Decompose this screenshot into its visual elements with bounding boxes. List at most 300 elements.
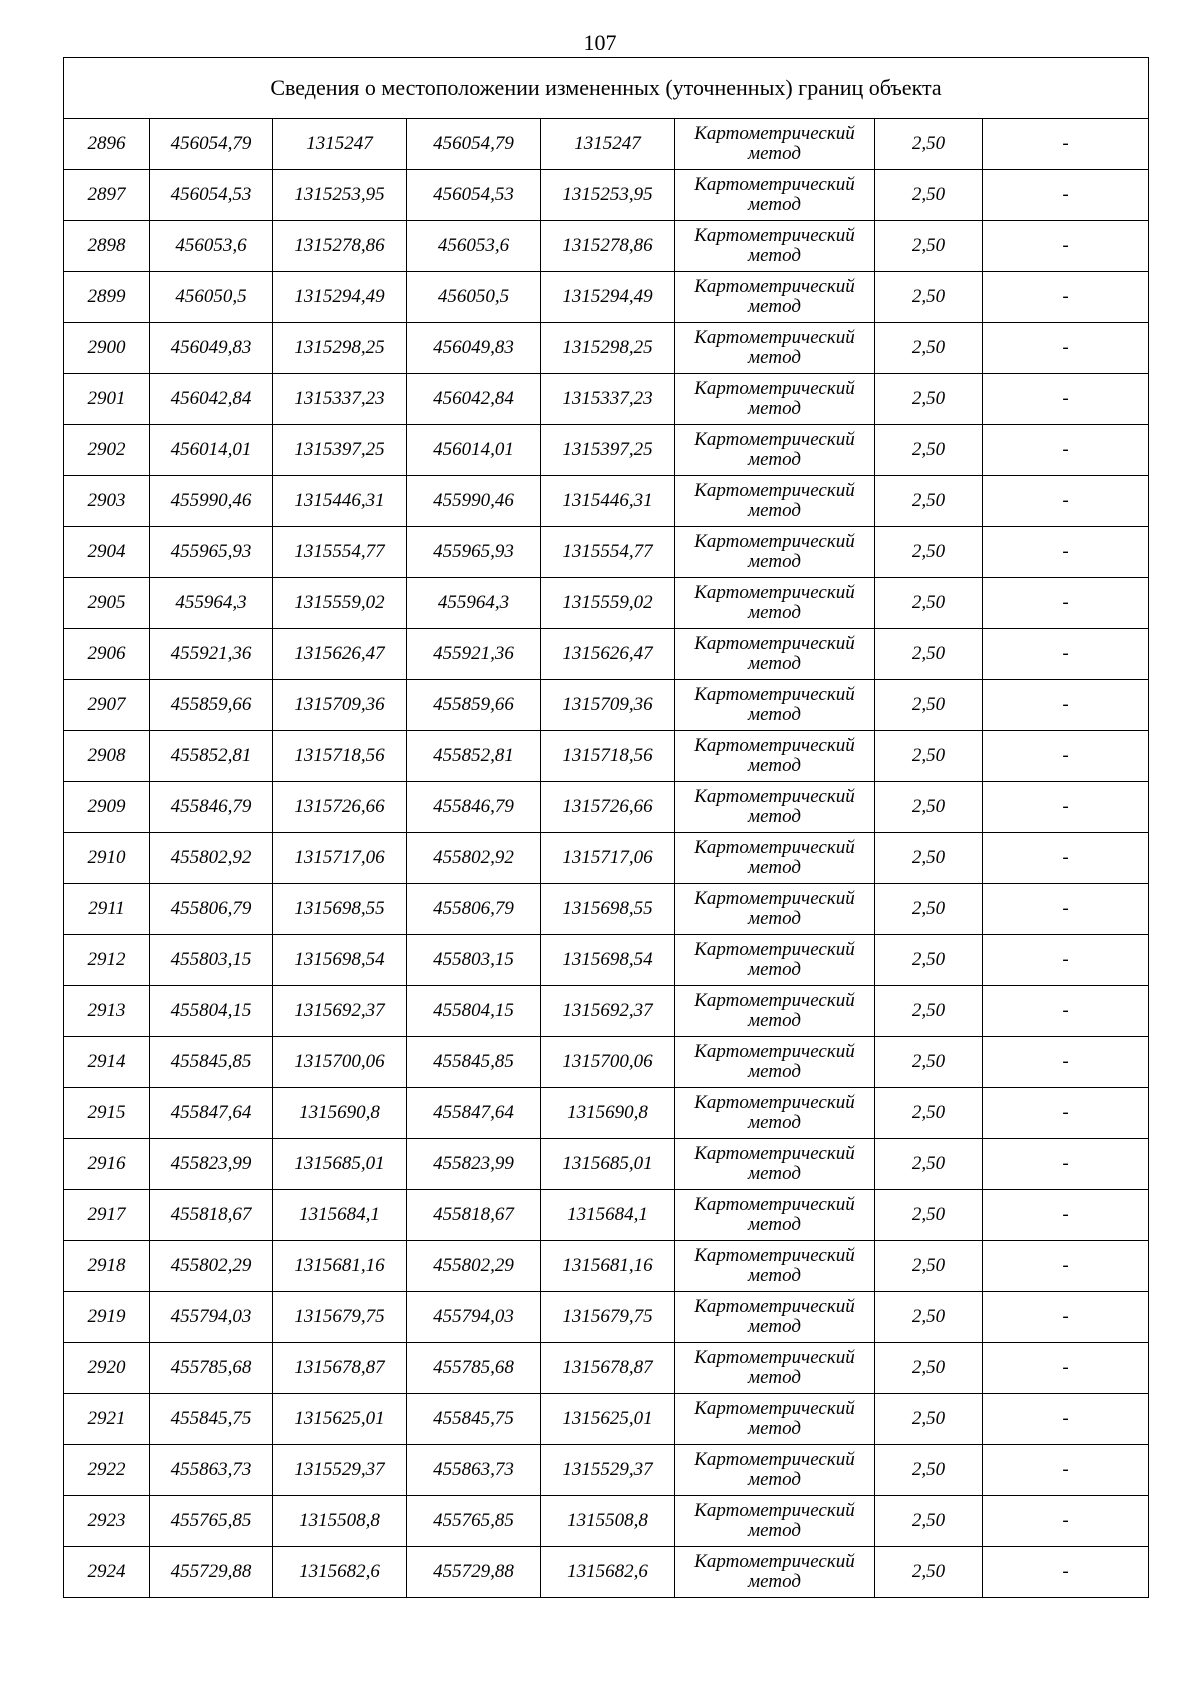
refined-y-cell: 1315682,6: [541, 1547, 675, 1598]
method-text-line2: метод: [748, 1265, 801, 1286]
method-text-line2: метод: [748, 1010, 801, 1031]
accuracy-cell: 2,50: [875, 1037, 983, 1088]
accuracy-cell: 2,50: [875, 833, 983, 884]
method-text-line1: Картометрический: [694, 225, 855, 247]
point-number-cell: 2920: [64, 1343, 150, 1394]
accuracy-cell: 2,50: [875, 272, 983, 323]
accuracy-cell: 2,50: [875, 476, 983, 527]
existing-x-cell: 456042,84: [150, 374, 273, 425]
existing-x-cell: 456053,6: [150, 221, 273, 272]
refined-y-cell: 1315685,01: [541, 1139, 675, 1190]
method-text-line1: Картометрический: [694, 123, 855, 145]
existing-x-cell: 455990,46: [150, 476, 273, 527]
refined-y-cell: 1315698,54: [541, 935, 675, 986]
existing-x-cell: 456054,53: [150, 170, 273, 221]
method-text-line2: метод: [748, 1571, 801, 1592]
existing-y-cell: 1315508,8: [273, 1496, 407, 1547]
existing-x-cell: 455802,29: [150, 1241, 273, 1292]
point-number-cell: 2903: [64, 476, 150, 527]
method-cell: [675, 1445, 875, 1496]
point-number-cell: 2919: [64, 1292, 150, 1343]
table-row: [64, 425, 1149, 476]
accuracy-cell: 2,50: [875, 1496, 983, 1547]
accuracy-cell: 2,50: [875, 221, 983, 272]
method-text-line1: Картометрический: [694, 888, 855, 910]
refined-y-cell: 1315700,06: [541, 1037, 675, 1088]
refined-x-cell: 455845,75: [407, 1394, 541, 1445]
refined-y-cell: 1315337,23: [541, 374, 675, 425]
method-text-line1: Картометрический: [694, 276, 855, 298]
method-text-line2: метод: [748, 959, 801, 980]
method-text-line2: метод: [748, 551, 801, 572]
existing-x-cell: 455852,81: [150, 731, 273, 782]
method-text-line1: Картометрический: [694, 378, 855, 400]
accuracy-cell: 2,50: [875, 782, 983, 833]
note-cell: -: [983, 986, 1149, 1037]
existing-y-cell: 1315709,36: [273, 680, 407, 731]
existing-y-cell: 1315690,8: [273, 1088, 407, 1139]
refined-x-cell: 456053,6: [407, 221, 541, 272]
existing-y-cell: 1315446,31: [273, 476, 407, 527]
existing-x-cell: 456014,01: [150, 425, 273, 476]
method-text-line1: Картометрический: [694, 633, 855, 655]
method-text-line2: метод: [748, 347, 801, 368]
point-number-cell: 2924: [64, 1547, 150, 1598]
point-number-cell: 2923: [64, 1496, 150, 1547]
refined-x-cell: 456050,5: [407, 272, 541, 323]
refined-x-cell: 455806,79: [407, 884, 541, 935]
method-text-line2: метод: [748, 857, 801, 878]
method-text-line2: метод: [748, 806, 801, 827]
method-text-line2: метод: [748, 500, 801, 521]
point-number-cell: 2904: [64, 527, 150, 578]
existing-x-cell: 455806,79: [150, 884, 273, 935]
method-text-line1: Картометрический: [694, 1449, 855, 1471]
existing-y-cell: 1315726,66: [273, 782, 407, 833]
point-number-cell: 2907: [64, 680, 150, 731]
method-cell: [675, 782, 875, 833]
point-number-cell: 2915: [64, 1088, 150, 1139]
method-text-line1: Картометрический: [694, 531, 855, 553]
table-title-row: [64, 58, 1149, 119]
refined-x-cell: 455802,29: [407, 1241, 541, 1292]
point-number-cell: 2911: [64, 884, 150, 935]
note-cell: -: [983, 170, 1149, 221]
method-cell: [675, 221, 875, 272]
refined-y-cell: 1315717,06: [541, 833, 675, 884]
existing-y-cell: 1315559,02: [273, 578, 407, 629]
method-text-line2: метод: [748, 755, 801, 776]
note-cell: -: [983, 782, 1149, 833]
accuracy-cell: 2,50: [875, 578, 983, 629]
refined-x-cell: 455765,85: [407, 1496, 541, 1547]
table-row: [64, 782, 1149, 833]
accuracy-cell: 2,50: [875, 629, 983, 680]
point-number-cell: 2896: [64, 119, 150, 170]
existing-y-cell: 1315679,75: [273, 1292, 407, 1343]
note-cell: -: [983, 629, 1149, 680]
method-cell: [675, 1394, 875, 1445]
method-text-line1: Картометрический: [694, 1296, 855, 1318]
refined-y-cell: 1315253,95: [541, 170, 675, 221]
refined-x-cell: 456049,83: [407, 323, 541, 374]
accuracy-cell: 2,50: [875, 1547, 983, 1598]
method-cell: [675, 425, 875, 476]
refined-y-cell: 1315298,25: [541, 323, 675, 374]
refined-y-cell: 1315559,02: [541, 578, 675, 629]
refined-x-cell: 455803,15: [407, 935, 541, 986]
table-row: [64, 833, 1149, 884]
existing-x-cell: 455847,64: [150, 1088, 273, 1139]
refined-x-cell: 456054,79: [407, 119, 541, 170]
method-cell: [675, 476, 875, 527]
point-number-cell: 2906: [64, 629, 150, 680]
existing-x-cell: 455765,85: [150, 1496, 273, 1547]
table-row: [64, 1037, 1149, 1088]
point-number-cell: 2902: [64, 425, 150, 476]
point-number-cell: 2916: [64, 1139, 150, 1190]
accuracy-cell: 2,50: [875, 1292, 983, 1343]
point-number-cell: 2912: [64, 935, 150, 986]
point-number-cell: 2917: [64, 1190, 150, 1241]
method-text-line2: метод: [748, 1520, 801, 1541]
existing-y-cell: 1315678,87: [273, 1343, 407, 1394]
note-cell: -: [983, 1292, 1149, 1343]
point-number-cell: 2909: [64, 782, 150, 833]
point-number-cell: 2913: [64, 986, 150, 1037]
point-number-cell: 2918: [64, 1241, 150, 1292]
accuracy-cell: 2,50: [875, 935, 983, 986]
table-row: [64, 1088, 1149, 1139]
method-text-line2: метод: [748, 1469, 801, 1490]
existing-x-cell: 455803,15: [150, 935, 273, 986]
accuracy-cell: 2,50: [875, 1394, 983, 1445]
refined-y-cell: 1315678,87: [541, 1343, 675, 1394]
method-text-line2: метод: [748, 296, 801, 317]
refined-y-cell: 1315679,75: [541, 1292, 675, 1343]
existing-y-cell: 1315253,95: [273, 170, 407, 221]
existing-y-cell: 1315298,25: [273, 323, 407, 374]
note-cell: -: [983, 1088, 1149, 1139]
method-cell: [675, 1241, 875, 1292]
method-text-line1: Картометрический: [694, 480, 855, 502]
refined-y-cell: 1315690,8: [541, 1088, 675, 1139]
method-cell: [675, 884, 875, 935]
note-cell: -: [983, 935, 1149, 986]
existing-y-cell: 1315692,37: [273, 986, 407, 1037]
table-row: [64, 221, 1149, 272]
refined-x-cell: 455823,99: [407, 1139, 541, 1190]
point-number-cell: 2900: [64, 323, 150, 374]
existing-x-cell: 456050,5: [150, 272, 273, 323]
note-cell: -: [983, 119, 1149, 170]
accuracy-cell: 2,50: [875, 374, 983, 425]
refined-y-cell: 1315698,55: [541, 884, 675, 935]
method-cell: [675, 1292, 875, 1343]
note-cell: -: [983, 833, 1149, 884]
table-row: [64, 629, 1149, 680]
note-cell: -: [983, 731, 1149, 782]
accuracy-cell: 2,50: [875, 119, 983, 170]
method-cell: [675, 680, 875, 731]
existing-x-cell: 455921,36: [150, 629, 273, 680]
accuracy-cell: 2,50: [875, 323, 983, 374]
accuracy-cell: 2,50: [875, 1139, 983, 1190]
refined-x-cell: 455729,88: [407, 1547, 541, 1598]
refined-y-cell: 1315278,86: [541, 221, 675, 272]
method-text-line1: Картометрический: [694, 786, 855, 808]
existing-x-cell: 455863,73: [150, 1445, 273, 1496]
table-row: [64, 170, 1149, 221]
method-cell: [675, 578, 875, 629]
refined-y-cell: 1315446,31: [541, 476, 675, 527]
method-text-line1: Картометрический: [694, 837, 855, 859]
refined-x-cell: 455847,64: [407, 1088, 541, 1139]
refined-x-cell: 455852,81: [407, 731, 541, 782]
note-cell: -: [983, 1496, 1149, 1547]
method-text-line1: Картометрический: [694, 1194, 855, 1216]
existing-y-cell: 1315698,54: [273, 935, 407, 986]
method-text-line2: метод: [748, 1367, 801, 1388]
refined-x-cell: 455818,67: [407, 1190, 541, 1241]
method-cell: [675, 833, 875, 884]
point-number-cell: 2898: [64, 221, 150, 272]
refined-x-cell: 455964,3: [407, 578, 541, 629]
boundary-coordinates-table: [63, 57, 1149, 1598]
method-cell: [675, 527, 875, 578]
method-text-line1: Картометрический: [694, 684, 855, 706]
table-row: [64, 1394, 1149, 1445]
refined-y-cell: 1315294,49: [541, 272, 675, 323]
note-cell: -: [983, 680, 1149, 731]
refined-y-cell: 1315508,8: [541, 1496, 675, 1547]
table-row: [64, 272, 1149, 323]
existing-y-cell: 1315700,06: [273, 1037, 407, 1088]
method-cell: [675, 119, 875, 170]
method-text-line1: Картометрический: [694, 429, 855, 451]
method-text-line2: метод: [748, 1061, 801, 1082]
method-text-line2: метод: [748, 1112, 801, 1133]
refined-x-cell: 455845,85: [407, 1037, 541, 1088]
method-text-line1: Картометрический: [694, 1041, 855, 1063]
existing-x-cell: 455859,66: [150, 680, 273, 731]
method-cell: [675, 1343, 875, 1394]
method-cell: [675, 374, 875, 425]
note-cell: -: [983, 323, 1149, 374]
existing-y-cell: 1315682,6: [273, 1547, 407, 1598]
table-row: [64, 731, 1149, 782]
refined-x-cell: 455846,79: [407, 782, 541, 833]
method-text-line1: Картометрический: [694, 735, 855, 757]
table-row: [64, 1547, 1149, 1598]
existing-y-cell: 1315529,37: [273, 1445, 407, 1496]
table-row: [64, 1343, 1149, 1394]
method-text-line1: Картометрический: [694, 327, 855, 349]
method-text-line2: метод: [748, 1163, 801, 1184]
note-cell: -: [983, 1343, 1149, 1394]
page-number: 107: [583, 30, 617, 55]
method-text-line1: Картометрический: [694, 1143, 855, 1165]
existing-y-cell: 1315718,56: [273, 731, 407, 782]
refined-x-cell: 455802,92: [407, 833, 541, 884]
existing-x-cell: 455823,99: [150, 1139, 273, 1190]
method-text-line1: Картометрический: [694, 939, 855, 961]
refined-y-cell: 1315718,56: [541, 731, 675, 782]
accuracy-cell: 2,50: [875, 1190, 983, 1241]
method-cell: [675, 323, 875, 374]
existing-y-cell: 1315625,01: [273, 1394, 407, 1445]
existing-y-cell: 1315681,16: [273, 1241, 407, 1292]
refined-x-cell: 456042,84: [407, 374, 541, 425]
note-cell: -: [983, 221, 1149, 272]
note-cell: -: [983, 1445, 1149, 1496]
method-cell: [675, 170, 875, 221]
method-cell: [675, 272, 875, 323]
method-text-line2: метод: [748, 449, 801, 470]
note-cell: -: [983, 1547, 1149, 1598]
method-text-line2: метод: [748, 1316, 801, 1337]
existing-y-cell: 1315278,86: [273, 221, 407, 272]
existing-x-cell: 455965,93: [150, 527, 273, 578]
existing-x-cell: 455845,85: [150, 1037, 273, 1088]
method-text-line1: Картометрический: [694, 1398, 855, 1420]
refined-x-cell: 455785,68: [407, 1343, 541, 1394]
accuracy-cell: 2,50: [875, 680, 983, 731]
refined-y-cell: 1315554,77: [541, 527, 675, 578]
accuracy-cell: 2,50: [875, 731, 983, 782]
accuracy-cell: 2,50: [875, 1241, 983, 1292]
refined-x-cell: 455921,36: [407, 629, 541, 680]
method-text-line2: метод: [748, 398, 801, 419]
method-cell: [675, 629, 875, 680]
accuracy-cell: 2,50: [875, 1445, 983, 1496]
note-cell: -: [983, 1394, 1149, 1445]
method-text-line1: Картометрический: [694, 1551, 855, 1573]
method-text-line1: Картометрический: [694, 1245, 855, 1267]
point-number-cell: 2910: [64, 833, 150, 884]
refined-y-cell: 1315709,36: [541, 680, 675, 731]
accuracy-cell: 2,50: [875, 527, 983, 578]
refined-x-cell: 455965,93: [407, 527, 541, 578]
note-cell: -: [983, 527, 1149, 578]
method-text-line2: метод: [748, 143, 801, 164]
point-number-cell: 2901: [64, 374, 150, 425]
table-row: [64, 1496, 1149, 1547]
refined-y-cell: 1315681,16: [541, 1241, 675, 1292]
refined-y-cell: 1315625,01: [541, 1394, 675, 1445]
refined-x-cell: 455859,66: [407, 680, 541, 731]
note-cell: -: [983, 374, 1149, 425]
accuracy-cell: 2,50: [875, 884, 983, 935]
method-text-line2: метод: [748, 602, 801, 623]
refined-y-cell: 1315247: [541, 119, 675, 170]
point-number-cell: 2914: [64, 1037, 150, 1088]
existing-x-cell: 455794,03: [150, 1292, 273, 1343]
existing-x-cell: 455964,3: [150, 578, 273, 629]
point-number-cell: 2922: [64, 1445, 150, 1496]
method-cell: [675, 1088, 875, 1139]
table-title: Сведения о местоположении измененных (уточненных) границ объекта: [64, 58, 1149, 119]
table-row: [64, 119, 1149, 170]
method-cell: [675, 1496, 875, 1547]
method-text-line2: метод: [748, 908, 801, 929]
existing-y-cell: 1315247: [273, 119, 407, 170]
point-number-cell: 2905: [64, 578, 150, 629]
table-row: [64, 476, 1149, 527]
existing-x-cell: 455804,15: [150, 986, 273, 1037]
existing-x-cell: 455818,67: [150, 1190, 273, 1241]
existing-x-cell: 455846,79: [150, 782, 273, 833]
existing-x-cell: 456054,79: [150, 119, 273, 170]
existing-y-cell: 1315554,77: [273, 527, 407, 578]
existing-x-cell: 455729,88: [150, 1547, 273, 1598]
table-row: [64, 935, 1149, 986]
method-text-line1: Картометрический: [694, 1347, 855, 1369]
existing-y-cell: 1315294,49: [273, 272, 407, 323]
table-row: [64, 374, 1149, 425]
method-cell: [675, 1037, 875, 1088]
point-number-cell: 2899: [64, 272, 150, 323]
method-text-line2: метод: [748, 245, 801, 266]
existing-y-cell: 1315397,25: [273, 425, 407, 476]
point-number-cell: 2921: [64, 1394, 150, 1445]
accuracy-cell: 2,50: [875, 425, 983, 476]
method-cell: [675, 1190, 875, 1241]
table-row: [64, 1445, 1149, 1496]
method-cell: [675, 986, 875, 1037]
note-cell: -: [983, 1190, 1149, 1241]
table-row: [64, 527, 1149, 578]
note-cell: -: [983, 1139, 1149, 1190]
refined-y-cell: 1315726,66: [541, 782, 675, 833]
existing-y-cell: 1315717,06: [273, 833, 407, 884]
point-number-cell: 2908: [64, 731, 150, 782]
accuracy-cell: 2,50: [875, 170, 983, 221]
method-text-line2: метод: [748, 704, 801, 725]
method-text-line1: Картометрический: [694, 582, 855, 604]
method-cell: [675, 935, 875, 986]
refined-y-cell: 1315626,47: [541, 629, 675, 680]
existing-y-cell: 1315337,23: [273, 374, 407, 425]
refined-x-cell: 455794,03: [407, 1292, 541, 1343]
table-row: [64, 323, 1149, 374]
method-text-line1: Картометрический: [694, 1092, 855, 1114]
existing-y-cell: 1315698,55: [273, 884, 407, 935]
method-cell: [675, 1139, 875, 1190]
method-text-line1: Картометрический: [694, 990, 855, 1012]
method-cell: [675, 1547, 875, 1598]
existing-x-cell: 455802,92: [150, 833, 273, 884]
table-row: [64, 1241, 1149, 1292]
table-row: [64, 1190, 1149, 1241]
refined-y-cell: 1315692,37: [541, 986, 675, 1037]
note-cell: -: [983, 578, 1149, 629]
existing-y-cell: 1315626,47: [273, 629, 407, 680]
existing-y-cell: 1315684,1: [273, 1190, 407, 1241]
method-cell: [675, 731, 875, 782]
refined-x-cell: 455804,15: [407, 986, 541, 1037]
existing-x-cell: 455785,68: [150, 1343, 273, 1394]
note-cell: -: [983, 1037, 1149, 1088]
table-row: [64, 1139, 1149, 1190]
note-cell: -: [983, 425, 1149, 476]
method-text-line2: метод: [748, 1418, 801, 1439]
point-number-cell: 2897: [64, 170, 150, 221]
method-text-line2: метод: [748, 653, 801, 674]
accuracy-cell: 2,50: [875, 1343, 983, 1394]
table-row: [64, 680, 1149, 731]
method-text-line2: метод: [748, 1214, 801, 1235]
